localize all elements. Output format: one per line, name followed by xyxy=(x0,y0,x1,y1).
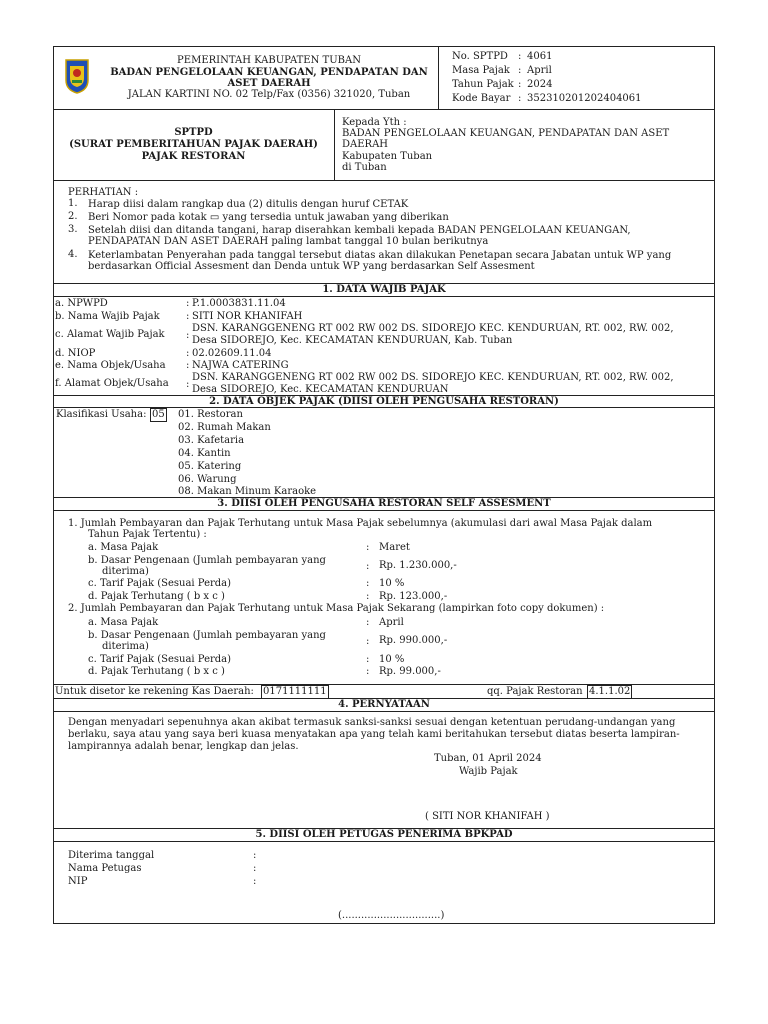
petugas-label: Nama Petugas xyxy=(68,863,142,874)
nama-wp-value: SITI NOR KHANIFAH xyxy=(192,311,303,322)
option-item: 03. Kafetaria xyxy=(178,435,245,446)
field-colon: : xyxy=(253,850,257,861)
field-colon: : xyxy=(186,311,190,322)
info-label: Masa Pajak xyxy=(452,65,510,76)
nip-label: NIP xyxy=(68,876,88,887)
alamat-wp-label: c. Alamat Wajib Pajak xyxy=(55,329,165,340)
title-divider xyxy=(334,109,335,180)
curr-dasar-label: b. Dasar Pengenaan (Jumlah pembayaran yang xyxy=(88,630,326,641)
officer-signature-line: (...............................) xyxy=(338,910,445,921)
field-colon: : xyxy=(366,617,370,628)
qq-label: qq. Pajak Restoran xyxy=(487,686,583,697)
prev-period-heading: 1. Jumlah Pembayaran dan Pajak Terhutang untuk Masa Pajak sebelumnya (akumulasi dari awal Masa Pajak dalam xyxy=(68,518,653,529)
curr-pajak-value: Rp. 99.000,- xyxy=(379,666,441,677)
statement-text: Dengan menyadari sepenuhnya akan akibat termasuk sanksi-sanksi sesuai dengan ketentuan perudang-undangan yang xyxy=(68,717,676,728)
prev-dasar-label-cont: diterima) xyxy=(102,566,149,577)
prev-tarif-value: 10 % xyxy=(379,578,405,589)
npwpd-label: a. NPWPD xyxy=(55,298,108,309)
alamat-wp-value: DSN. KARANGGENENG RT 002 RW 002 DS. SIDOREJO KEC. KENDURUAN, RT. 002, RW. 002, xyxy=(192,323,674,334)
option-item: 06. Warung xyxy=(178,474,237,485)
curr-pajak-label: d. Pajak Terhutang ( b x c ) xyxy=(88,666,225,677)
row-divider xyxy=(53,180,715,181)
header-agency: BADAN PENGELOLAAN KEUANGAN, PENDAPATAN DAN xyxy=(110,67,428,78)
header-gov: PEMERINTAH KABUPATEN TUBAN xyxy=(177,55,361,66)
row-divider xyxy=(53,711,715,712)
info-colon: : xyxy=(518,65,522,76)
nama-wp-label: b. Nama Wajib Pajak xyxy=(55,311,160,322)
form-title: SPTPD xyxy=(174,127,213,138)
prev-period-heading-cont: Tahun Pajak Tertentu) : xyxy=(88,529,207,540)
notice-num: 3. xyxy=(68,224,78,235)
klasifikasi-label: Klasifikasi Usaha: xyxy=(56,409,147,420)
field-colon: : xyxy=(186,330,190,341)
notice-text: PENDAPATAN DAN ASET DAERAH paling lambat tanggal 10 bulan berikutnya xyxy=(88,236,489,247)
field-colon: : xyxy=(186,298,190,309)
notice-text: Setelah diisi dan ditanda tangani, harap diserahkan kembali kepada BADAN PENGELOLAAN KEUANGAN, xyxy=(88,225,631,236)
prev-pajak-value: Rp. 123.000,- xyxy=(379,591,448,602)
signer-name: ( SITI NOR KHANIFAH ) xyxy=(425,811,550,822)
regency-emblem-icon xyxy=(64,58,90,94)
header-agency-cont: ASET DAERAH xyxy=(227,78,311,89)
recipient-name-cont: DAERAH xyxy=(342,139,389,150)
sptpd-number: 4061 xyxy=(527,51,553,62)
recipient-place: di Tuban xyxy=(342,162,387,173)
field-colon: : xyxy=(253,863,257,874)
qq-box: 4.1.1.02 xyxy=(589,686,631,697)
curr-masa-label: a. Masa Pajak xyxy=(88,617,159,628)
info-colon: : xyxy=(518,79,522,90)
notice-text: Keterlambatan Penyerahan pada tanggal tersebut diatas akan dilakukan Penetapan secara Jabatan untuk WP yang xyxy=(88,250,672,261)
niop-label: d. NIOP xyxy=(55,348,96,359)
objek-label: e. Nama Objek/Usaha xyxy=(55,360,166,371)
info-label: No. SPTPD xyxy=(452,51,508,62)
alamat-objek-label: f. Alamat Objek/Usaha xyxy=(55,378,169,389)
signer-role: Wajib Pajak xyxy=(459,766,518,777)
statement-text-end: lampirannya adalah benar, lengkap dan jelas. xyxy=(68,741,299,752)
klasifikasi-box: 05 xyxy=(152,409,165,420)
header-divider xyxy=(438,46,439,109)
curr-tarif-value: 10 % xyxy=(379,654,405,665)
field-colon: : xyxy=(186,360,190,371)
rekening-box: 0171111111 xyxy=(263,686,327,697)
prev-masa-label: a. Masa Pajak xyxy=(88,542,159,553)
notice-text: berdasarkan Official Assesment dan Denda untuk WP yang berdasarkan Self Assesment xyxy=(88,261,535,272)
option-item: 01. Restoran xyxy=(178,409,243,420)
prev-dasar-value: Rp. 1.230.000,- xyxy=(379,560,457,571)
section3-title: 3. DIISI OLEH PENGUSAHA RESTORAN SELF ASSESMENT xyxy=(217,498,551,509)
place-date: Tuban, 01 April 2024 xyxy=(434,753,542,764)
masa-pajak: April xyxy=(527,65,552,76)
field-colon: : xyxy=(186,348,190,359)
section1-title: 1. DATA WAJIB PAJAK xyxy=(322,284,446,295)
notice-num: 4. xyxy=(68,249,78,260)
section2-title: 2. DATA OBJEK PAJAK (DIISI OLEH PENGUSAHA RESTORAN) xyxy=(209,396,559,407)
prev-pajak-label: d. Pajak Terhutang ( b x c ) xyxy=(88,591,225,602)
field-colon: : xyxy=(253,876,257,887)
option-item: 08. Makan Minum Karaoke xyxy=(178,486,317,497)
curr-dasar-value: Rp. 990.000,- xyxy=(379,635,448,646)
notice-text: Harap diisi dalam rangkap dua (2) ditulis dengan huruf CETAK xyxy=(88,199,409,210)
form-subtitle: (SURAT PEMBERITAHUAN PAJAK DAERAH) xyxy=(69,139,318,150)
notice-text: Beri Nomor pada kotak ▭ yang tersedia untuk jawaban yang diberikan xyxy=(88,212,449,223)
field-colon: : xyxy=(186,379,190,390)
section4-title: 4. PERNYATAAN xyxy=(338,699,430,710)
info-label: Kode Bayar xyxy=(452,93,511,104)
form-type: PAJAK RESTORAN xyxy=(141,151,246,162)
rekening-label: Untuk disetor ke rekening Kas Daerah: xyxy=(55,686,254,697)
tahun-pajak: 2024 xyxy=(527,79,553,90)
curr-dasar-label-cont: diterima) xyxy=(102,641,149,652)
notice-num: 2. xyxy=(68,211,78,222)
npwpd-value: P.1.0003831.11.04 xyxy=(192,298,286,309)
prev-tarif-label: c. Tarif Pajak (Sesuai Perda) xyxy=(88,578,232,589)
alamat-wp-value-cont: Desa SIDOREJO, Kec. KECAMATAN KENDURUAN, Kab. Tuban xyxy=(192,335,513,346)
option-item: 04. Kantin xyxy=(178,448,231,459)
curr-period-heading: 2. Jumlah Pembayaran dan Pajak Terhutang untuk Masa Pajak Sekarang (lampirkan foto copy dokumen) : xyxy=(68,603,605,614)
field-colon: : xyxy=(366,654,370,665)
objek-value: NAJWA CATERING xyxy=(192,360,289,371)
curr-tarif-label: c. Tarif Pajak (Sesuai Perda) xyxy=(88,654,232,665)
option-item: 05. Katering xyxy=(178,461,242,472)
kode-bayar: 352310201202404061 xyxy=(527,93,642,104)
row-divider xyxy=(53,510,715,511)
info-label: Tahun Pajak xyxy=(452,79,514,90)
curr-masa-value: April xyxy=(379,617,404,628)
alamat-objek-value: DSN. KARANGGENENG RT 002 RW 002 DS. SIDOREJO KEC. KENDURUAN, RT. 002, RW. 002, xyxy=(192,372,674,383)
notice-num: 1. xyxy=(68,198,78,209)
recipient-city: Kabupaten Tuban xyxy=(342,151,433,162)
field-colon: : xyxy=(366,591,370,602)
statement-text-cont: berlaku, saya atau yang saya beri kuasa menyatakan apa yang telah kami beritahukan tersebut diatas beserta lampiran- xyxy=(68,729,680,740)
row-divider xyxy=(53,841,715,842)
diterima-label: Diterima tanggal xyxy=(68,850,155,861)
recipient-name: BADAN PENGELOLAAN KEUANGAN, PENDAPATAN DAN ASET xyxy=(342,128,670,139)
row-divider xyxy=(53,296,715,297)
recipient-greeting: Kepada Yth : xyxy=(342,117,407,128)
field-colon: : xyxy=(366,542,370,553)
field-colon: : xyxy=(366,636,370,647)
field-colon: : xyxy=(366,578,370,589)
info-colon: : xyxy=(518,93,522,104)
prev-masa-value: Maret xyxy=(379,542,410,553)
section5-title: 5. DIISI OLEH PETUGAS PENERIMA BPKPAD xyxy=(255,829,513,840)
notice-heading: PERHATIAN : xyxy=(68,187,139,198)
niop-value: 02.02609.11.04 xyxy=(192,348,272,359)
header-address: JALAN KARTINI NO. 02 Telp/Fax (0356) 321020, Tuban xyxy=(127,89,411,100)
row-divider xyxy=(53,109,715,110)
option-item: 02. Rumah Makan xyxy=(178,422,271,433)
info-colon: : xyxy=(518,51,522,62)
alamat-objek-value-cont: Desa SIDOREJO, Kec. KECAMATAN KENDURUAN xyxy=(192,384,449,395)
form-border xyxy=(53,46,715,924)
prev-dasar-label: b. Dasar Pengenaan (Jumlah pembayaran yang xyxy=(88,555,326,566)
field-colon: : xyxy=(366,561,370,572)
field-colon: : xyxy=(366,666,370,677)
